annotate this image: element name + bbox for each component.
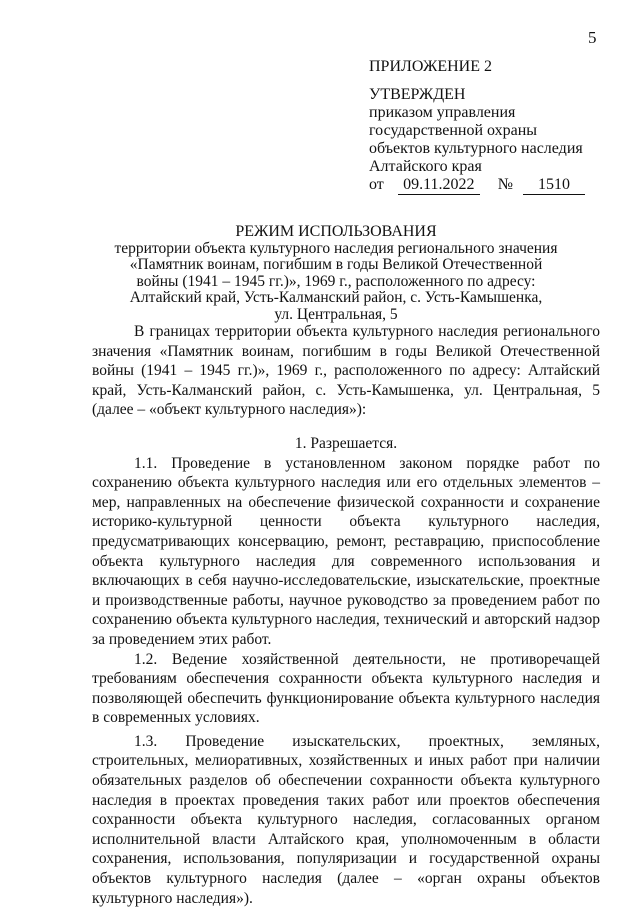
approval-block xyxy=(369,58,585,195)
document-body xyxy=(92,322,600,908)
page-number: 5 xyxy=(588,28,597,47)
appendix-label: ПРИЛОЖЕНИЕ 2 xyxy=(369,58,493,75)
intro-paragraph: В границах территории объекта культурного наследия регионального значения «Памятник воинам, погибшим в годы Великой Отечественной войны (1941 – 1945 гг.)», 1969 г., расположенного по адресу: Алтайский край, Усть-Калманский район, с. Усть-Камышенка, ул. Центральная, 5 (далее – «объект культурного наследия»): xyxy=(92,323,600,419)
heading-line: ул. Центральная, 5 xyxy=(274,305,398,323)
document-heading xyxy=(96,224,576,323)
section-title: 1. Разрешается. xyxy=(294,434,398,452)
heading-line: войны (1941 – 1945 гг.)», 1969 г., расположенного по адресу: xyxy=(136,272,536,290)
order-line: государственной охраны xyxy=(369,122,538,139)
approved-label: УТВЕРЖДЕН xyxy=(369,86,466,103)
item-paragraph: 1.2. Ведение хозяйственной деятельности, не противоречащей требованиям обеспечения сохранности объекта культурного наследия и позволяющей обеспечить функционирование объекта культурного наследия в современных условиях. xyxy=(92,650,600,727)
from-label: от xyxy=(369,176,384,193)
order-line: Алтайского края xyxy=(369,158,482,175)
heading-line: «Памятник воинам, погибшим в годы Великой Отечественной xyxy=(129,256,543,273)
heading-line: территории объекта культурного наследия регионального значения xyxy=(114,239,558,257)
heading-title: РЕЖИМ ИСПОЛЬЗОВАНИЯ xyxy=(235,223,437,240)
order-date-number xyxy=(369,176,585,195)
order-date: 09.11.2022 xyxy=(398,176,480,195)
order-line: приказом управления xyxy=(369,104,516,121)
heading-line: Алтайский край, Усть-Калманский район, с. Усть-Камышенка, xyxy=(129,289,543,306)
order-number: 1510 xyxy=(523,176,585,195)
item-paragraph: 1.3. Проведение изыскательских, проектных, земляных, строительных, мелиоративных, хозяйственных и иных работ при наличии обязательных разделов об обеспечении сохранности объекта культурного наследия в проектах проведения таких работ или проектов обеспечения сохранности объекта культурного наследия, согласованных органом исполнительной власти Алтайского края, уполномоченным в области сохранения, использования, популяризации и государственной охраны объектов культурного наследия (далее – «орган охраны объектов культурного наследия»). xyxy=(92,732,600,907)
number-label: № xyxy=(497,176,514,193)
order-line: объектов культурного наследия xyxy=(369,140,583,157)
item-paragraph: 1.1. Проведение в установленном законом порядке работ по сохранению объекта культурного наследия или его отдельных элементов – мер, направленных на обеспечение физической сохранности и сохранение историко-культурной ценности объекта культурного наследия, предусматривающих консервацию, ремонт, реставрацию, приспособление объекта культурного наследия для современного использования и включающих в себя научно-исследовательские, изыскательские, проектные и производственные работы, научное руководство за проведением работ по сохранению объекта культурного наследия, технический и авторский надзор за проведением этих работ. xyxy=(92,454,600,648)
